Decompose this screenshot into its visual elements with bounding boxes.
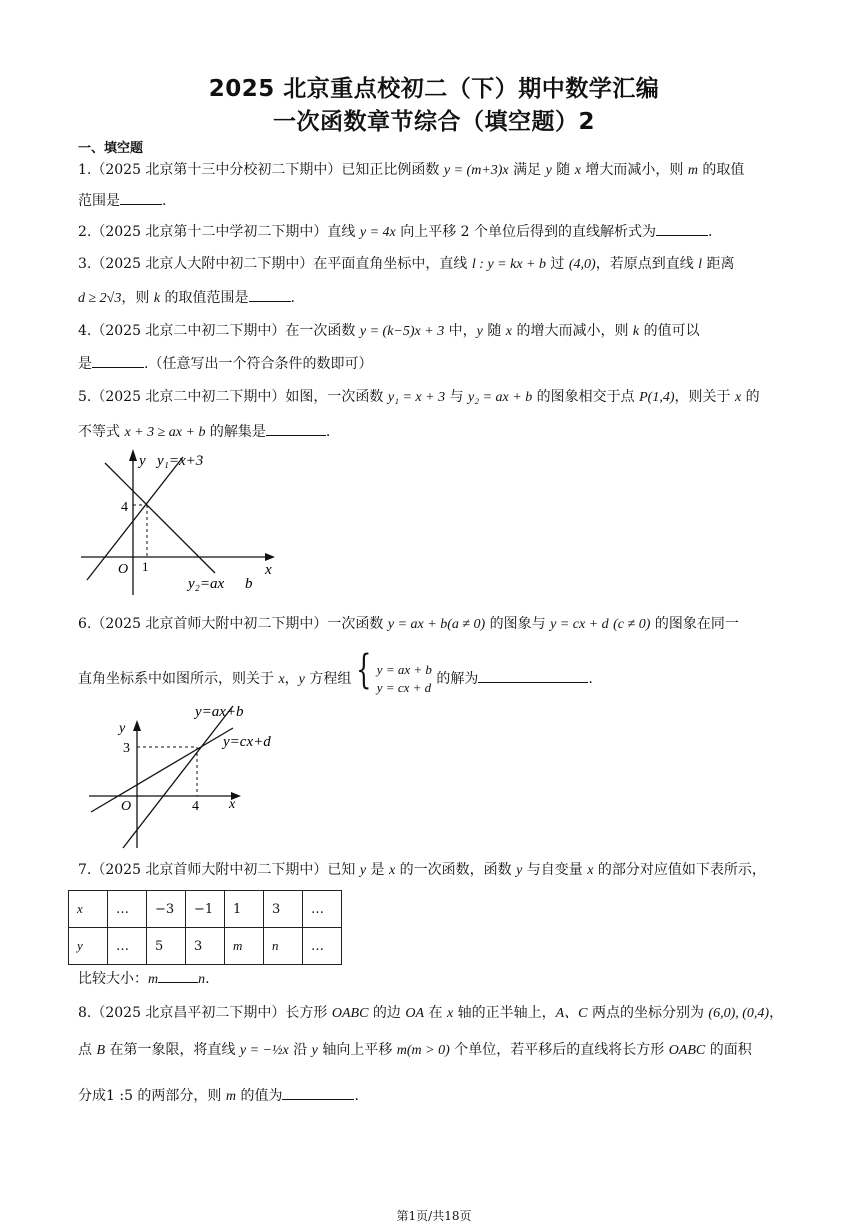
q8-text: 沿 <box>288 1042 312 1058</box>
table-cell: … <box>108 891 147 928</box>
answer-blank[interactable] <box>478 668 588 683</box>
q8-var: y <box>311 1043 318 1058</box>
q8-var: A、C <box>555 1006 588 1021</box>
answer-blank[interactable] <box>92 353 144 368</box>
q8-formula: m(m > 0) <box>396 1043 450 1058</box>
q5-text: 不等式 <box>78 424 125 440</box>
q6-text: 的图象在同一 <box>650 616 739 632</box>
q7-var: n <box>198 972 206 987</box>
q1-var: y <box>545 163 552 178</box>
q6-formula: y = cx + d <box>550 617 609 632</box>
q5-text: 的 <box>741 389 760 405</box>
question-5-line2: 不等式 x + 3 ≥ ax + b 的解集是 . <box>78 421 330 443</box>
table-cell: … <box>303 891 342 928</box>
x-tick-label: 1 <box>142 559 149 574</box>
x-axis-label: x <box>265 562 272 578</box>
q7-text: 与自变量 <box>522 862 588 878</box>
answer-blank[interactable] <box>158 968 198 983</box>
q5-formula: x + 3 ≥ ax + b <box>124 425 206 440</box>
q3-point: (4,0) <box>568 257 596 272</box>
question-6-line1 <box>78 614 739 635</box>
q1-text: 满足 <box>508 162 546 178</box>
q7-text: 的一次函数，函数 <box>395 862 517 878</box>
answer-blank[interactable] <box>249 287 291 302</box>
q5-text: 的图象相交于点 <box>532 389 640 405</box>
line-label-ax-b: y=ax+b <box>195 704 244 720</box>
question-8-line3: 分成1 :5 的两部分，则 m 的值为 . <box>78 1085 359 1107</box>
q3-text: 距离 <box>702 256 735 272</box>
q8-text: 8.（2025 北京昌平初二下期中）长方形 <box>78 1005 332 1021</box>
answer-blank[interactable] <box>266 421 326 436</box>
system-eq-1: y = ax + b <box>376 662 432 677</box>
y-axis-label: y <box>119 721 126 736</box>
q8-text: 两点的坐标分别为 <box>587 1005 709 1021</box>
q8-text: 分成1 :5 的两部分，则 <box>78 1088 226 1104</box>
q3-formula: l : y = kx + b <box>471 257 546 272</box>
table-cell: … <box>303 928 342 965</box>
q7-text: . <box>205 971 210 987</box>
section-heading: 一、填空题 <box>78 141 144 156</box>
table-row <box>69 891 342 928</box>
page-title-line1: 2025 北京重点校初二（下）期中数学汇编 <box>208 76 660 102</box>
q3-text: ，若原点到直线 <box>595 256 699 272</box>
q4-text: 的值可以 <box>639 323 700 339</box>
answer-blank[interactable] <box>656 221 708 236</box>
q7-var: y <box>516 863 523 878</box>
table-cell: 3 <box>264 891 303 928</box>
q1-var: m <box>687 163 698 178</box>
origin-label: O <box>121 799 132 814</box>
q8-var: OABC <box>668 1043 706 1058</box>
table-row <box>69 928 342 965</box>
y-tick-label: 4 <box>121 500 128 515</box>
q6-text: 6.（2025 北京首师大附中初二下期中）一次函数 <box>78 616 388 632</box>
q8-text: 轴向上平移 <box>317 1042 397 1058</box>
y-axis-label: y <box>139 453 146 469</box>
page-footer: 第1页/共18页 <box>396 1209 472 1223</box>
table-cell: −1 <box>186 891 225 928</box>
q3-formula: d ≥ 2√3 <box>78 291 122 306</box>
q1-text: 增大而减小，则 <box>580 162 688 178</box>
system-eq-2: y = cx + d <box>376 680 432 695</box>
y-tick-label: 3 <box>123 741 130 756</box>
q3-text: 3.（2025 北京人大附中初二下期中）在平面直角坐标中，直线 <box>78 256 472 272</box>
page-title-line2: 一次函数章节综合（填空题）2 <box>272 109 595 135</box>
x-tick-label: 4 <box>192 799 199 814</box>
q1-var: x <box>574 163 581 178</box>
q3-var: k <box>153 291 161 306</box>
q8-text: 轴的正半轴上， <box>453 1005 556 1021</box>
q8-text: 在第一象限，将直线 <box>105 1042 240 1058</box>
table-cell: n <box>264 928 303 965</box>
table-cell: x <box>69 891 108 928</box>
question-7 <box>78 860 766 881</box>
q4-text: 随 <box>482 323 506 339</box>
q5-point: P(1,4) <box>639 390 675 405</box>
question-1-line2: 范围是 . <box>78 190 166 211</box>
q8-text: 在 <box>424 1005 447 1021</box>
x-axis-label: x <box>229 797 236 812</box>
table-cell: m <box>225 928 264 965</box>
q5-text: 的解集是 <box>205 424 266 440</box>
q3-text: 的取值范围是 <box>160 290 249 306</box>
q4-var: y <box>476 324 483 339</box>
q4-var: k <box>632 324 640 339</box>
equation-system <box>377 661 432 697</box>
origin-label: O <box>118 562 129 577</box>
q4-formula: y = (k−5)x + 3 <box>359 324 445 339</box>
q8-var: B <box>96 1043 106 1058</box>
figure-q6 <box>85 700 285 855</box>
q6-condition: (c ≠ 0) <box>613 617 651 632</box>
table-cell: 3 <box>186 928 225 965</box>
question-3-line1 <box>78 254 735 275</box>
q6-formula: y = ax + b(a ≠ 0) <box>387 617 486 632</box>
q8-text: 点 <box>78 1042 97 1058</box>
q7-text: 的部分对应值如下表所示， <box>593 862 766 878</box>
q3-var: l <box>698 257 703 272</box>
q4-text: .（任意写出一个符合条件的数即可） <box>144 356 373 372</box>
q3-text: 过 <box>545 256 569 272</box>
q4-text: 是 <box>78 356 92 372</box>
figure-q5 <box>75 445 285 600</box>
question-8-line1 <box>78 1003 783 1024</box>
q1-text: 1.（2025 北京第十三中分校初二下期中）已知正比例函数 <box>78 162 444 178</box>
q4-var: x <box>505 324 512 339</box>
question-5-line1 <box>78 387 760 408</box>
answer-blank[interactable] <box>120 190 162 205</box>
y-axis-arrow-icon <box>129 449 137 461</box>
q6-text: 的图象与 <box>485 616 551 632</box>
q5-text: 与 <box>445 389 468 405</box>
q6-var: y <box>298 672 305 687</box>
x-axis-arrow-icon <box>265 553 275 561</box>
system-brace: { <box>356 647 372 693</box>
q6-text: 的解为 <box>431 671 479 687</box>
question-6-line2: 直角坐标系中如图所示，则关于 x，y 方程组 { y = ax + b y = cx + d 的解为 . <box>78 647 593 695</box>
q8-var: m <box>225 1089 237 1104</box>
q4-text: 中， <box>444 323 477 339</box>
q8-var: x <box>446 1006 454 1021</box>
table-cell: −3 <box>147 891 186 928</box>
q8-coords: (6,0), (0,4) <box>708 1006 770 1021</box>
line-label-y2: y₂=ax <box>188 576 225 592</box>
question-4-line2 <box>78 353 372 374</box>
q8-text: ， <box>769 1005 784 1021</box>
q7-var: y <box>359 863 367 878</box>
q8-var: OABC <box>331 1006 369 1021</box>
q6-text: 方程组 <box>304 671 352 687</box>
line-label-y1: y₁=x+3 <box>157 453 204 469</box>
table-cell: y <box>69 928 108 965</box>
q1-formula: y = (m+3)x <box>443 163 509 178</box>
question-8-line2 <box>78 1040 752 1061</box>
q7-var: m <box>148 972 159 987</box>
q3-text: ，则 <box>121 290 154 306</box>
q1-text: 的取值 <box>697 162 745 178</box>
q5-formula: y₂ = ax + b <box>468 390 533 405</box>
q7-text: 7.（2025 北京首师大附中初二下期中）已知 <box>78 862 360 878</box>
question-7-compare <box>78 968 210 990</box>
line-y1 <box>87 457 183 580</box>
value-table <box>68 890 342 965</box>
q1-text: 随 <box>551 162 575 178</box>
q7-text: 是 <box>366 862 390 878</box>
q5-formula: y₁ = x + 3 <box>387 390 446 405</box>
q6-text: ， <box>284 671 299 687</box>
line-cx-d <box>91 728 233 812</box>
q8-text: 的面积 <box>705 1042 752 1058</box>
table-cell: 5 <box>147 928 186 965</box>
q1-text: 范围是 <box>78 193 120 209</box>
q2-text: 向上平移 2 个单位后得到的直线解析式为 <box>395 224 657 240</box>
answer-blank[interactable] <box>282 1085 354 1100</box>
q8-text: 的值为 <box>236 1088 283 1104</box>
q7-text: 比较大小： <box>78 971 148 987</box>
line-label-cx-d: y=cx+d <box>223 734 271 750</box>
q4-text: 4.（2025 北京二中初二下期中）在一次函数 <box>78 323 360 339</box>
q5-text: 5.（2025 北京二中初二下期中）如图，一次函数 <box>78 389 388 405</box>
q6-var: x <box>278 672 285 687</box>
question-3-line2: d ≥ 2√3，则 k 的取值范围是 . <box>78 287 295 309</box>
q6-text: 直角坐标系中如图所示，则关于 <box>78 671 279 687</box>
q7-var: x <box>389 863 396 878</box>
q8-text: 个单位，若平移后的直线将长方形 <box>449 1042 669 1058</box>
table-cell: … <box>108 928 147 965</box>
q8-text: 的边 <box>368 1005 406 1021</box>
question-4-line1 <box>78 321 700 342</box>
q4-text: 的增大而减小，则 <box>512 323 633 339</box>
q2-formula: y = 4x <box>359 225 396 240</box>
q7-var: x <box>587 863 594 878</box>
question-1-line1 <box>78 160 744 181</box>
y-axis-arrow-icon <box>133 720 141 731</box>
q5-text: ，则关于 <box>674 389 735 405</box>
q5-var: x <box>734 390 742 405</box>
q8-var: OA <box>405 1006 425 1021</box>
line-label-y2-b: b <box>245 576 253 592</box>
q8-formula: y = −½x <box>239 1043 289 1058</box>
q2-text: 2.（2025 北京第十二中学初二下期中）直线 <box>78 224 360 240</box>
table-cell: 1 <box>225 891 264 928</box>
question-2: 2.（2025 北京第十二中学初二下期中）直线 y = 4x 向上平移 2 个单位后得到的直线解析式为 . <box>78 221 712 243</box>
